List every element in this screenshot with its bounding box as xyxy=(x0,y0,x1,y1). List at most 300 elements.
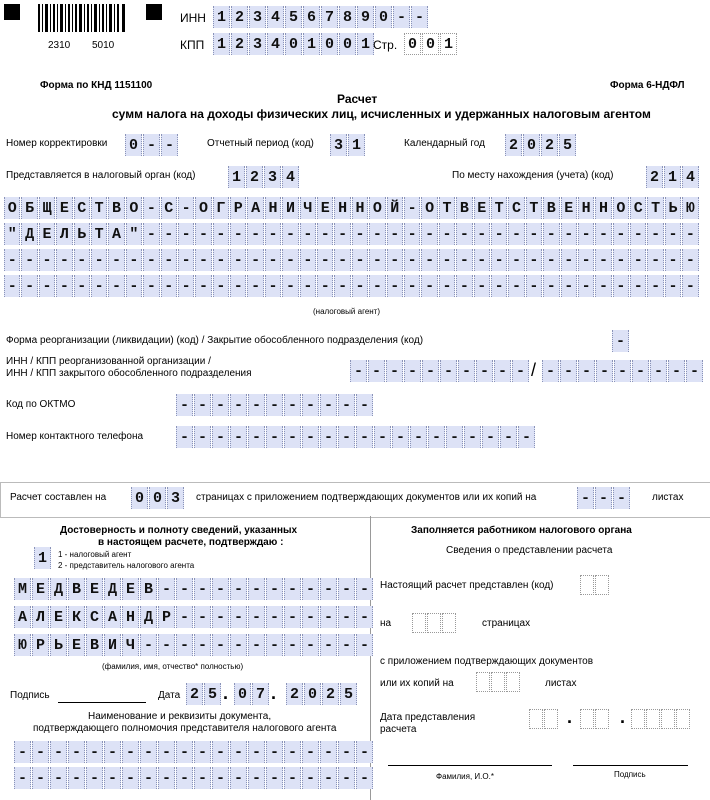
char-cell: - xyxy=(143,275,159,297)
confirm-title-1: Достоверность и полноту сведений, указанных xyxy=(60,525,298,536)
char-cell: - xyxy=(212,767,229,789)
slash: / xyxy=(531,360,537,380)
empty-cell xyxy=(427,613,441,633)
char-cell: - xyxy=(176,606,193,628)
calendar-year-field[interactable] xyxy=(505,134,577,156)
char-cell: - xyxy=(56,249,72,271)
doc-title-1: Наименование и реквизиты документа, xyxy=(88,711,272,722)
char-cell: - xyxy=(458,360,475,382)
char-cell: - xyxy=(668,360,685,382)
signer-name-row[interactable] xyxy=(14,606,374,628)
oktmo-field[interactable] xyxy=(176,394,374,416)
officer-name-line xyxy=(388,765,552,766)
char-cell: 5 xyxy=(285,6,302,28)
char-cell: - xyxy=(682,223,698,245)
char-cell: - xyxy=(178,249,194,271)
agent-name-row[interactable] xyxy=(4,197,700,219)
date-year-field[interactable] xyxy=(286,683,358,705)
char-cell: - xyxy=(284,606,301,628)
pages-label: страницах xyxy=(482,618,531,629)
char-cell: Е xyxy=(122,578,139,600)
char-cell: Ь xyxy=(665,197,681,219)
char-cell: - xyxy=(543,223,559,245)
char-cell: 0 xyxy=(125,134,142,156)
char-cell: - xyxy=(317,223,333,245)
char-cell: - xyxy=(176,741,193,763)
kpp-label: КПП xyxy=(180,38,205,52)
char-cell: - xyxy=(56,275,72,297)
char-cell: В xyxy=(86,634,103,656)
char-cell: Ь xyxy=(50,634,67,656)
char-cell: 7 xyxy=(252,683,269,705)
char-cell: - xyxy=(161,223,177,245)
char-cell: - xyxy=(230,275,246,297)
char-cell: - xyxy=(630,275,646,297)
agent-name-row[interactable] xyxy=(4,249,700,271)
page-number-field xyxy=(404,33,458,55)
char-cell: Т xyxy=(91,197,107,219)
char-cell: - xyxy=(50,767,67,789)
char-cell: - xyxy=(284,767,301,789)
char-cell: - xyxy=(356,578,373,600)
location-code-field[interactable] xyxy=(646,166,700,188)
char-cell: - xyxy=(410,426,427,448)
char-cell: 0 xyxy=(422,33,439,55)
char-cell: - xyxy=(356,394,373,416)
char-cell: - xyxy=(476,360,493,382)
form-name: Форма 6-НДФЛ xyxy=(610,80,685,91)
char-cell: - xyxy=(140,741,157,763)
char-cell: - xyxy=(650,360,667,382)
char-cell: - xyxy=(647,249,663,271)
char-cell: - xyxy=(464,426,481,448)
char-cell: - xyxy=(491,223,507,245)
char-cell: - xyxy=(387,275,403,297)
char-cell: - xyxy=(577,487,594,509)
char-cell: - xyxy=(338,767,355,789)
oktmo-label: Код по ОКТМО xyxy=(6,399,76,410)
reorg-inn-field[interactable] xyxy=(350,360,530,382)
char-cell: - xyxy=(613,275,629,297)
char-cell: С xyxy=(86,606,103,628)
char-cell: - xyxy=(682,249,698,271)
char-cell: - xyxy=(195,223,211,245)
char-cell: - xyxy=(387,249,403,271)
char-cell: 6 xyxy=(303,6,320,28)
signature-label: Подпись xyxy=(10,690,50,701)
char-cell: - xyxy=(578,223,594,245)
empty-cell xyxy=(476,672,490,692)
char-cell: - xyxy=(302,426,319,448)
authority-document-row[interactable] xyxy=(14,741,374,763)
char-cell: - xyxy=(282,275,298,297)
char-cell: - xyxy=(212,578,229,600)
sheets-label: листах xyxy=(545,678,577,689)
period-label: Отчетный период (код) xyxy=(207,138,314,149)
form-title: Расчет xyxy=(337,92,378,106)
char-cell: - xyxy=(248,606,265,628)
char-cell: - xyxy=(126,275,142,297)
submission-subtitle: Сведения о представлении расчета xyxy=(446,545,613,556)
char-cell: - xyxy=(613,223,629,245)
char-cell: - xyxy=(212,426,229,448)
date-day-field[interactable] xyxy=(186,683,222,705)
char-cell: - xyxy=(686,360,703,382)
date-month-field[interactable] xyxy=(234,683,270,705)
char-cell: Г xyxy=(213,197,229,219)
name-caption: (фамилия, имя, отчество* полностью) xyxy=(102,662,244,671)
char-cell: - xyxy=(266,634,283,656)
char-cell: - xyxy=(161,134,178,156)
char-cell: - xyxy=(122,767,139,789)
char-cell: - xyxy=(213,249,229,271)
char-cell: - xyxy=(158,634,175,656)
kpp-field[interactable] xyxy=(213,33,375,55)
char-cell: - xyxy=(302,634,319,656)
empty-cell xyxy=(412,613,426,633)
char-cell: - xyxy=(284,426,301,448)
char-cell: - xyxy=(356,634,373,656)
char-cell: Л xyxy=(56,223,72,245)
presented-sheets-field xyxy=(476,672,521,692)
char-cell: - xyxy=(578,360,595,382)
char-cell: - xyxy=(143,223,159,245)
char-cell: - xyxy=(338,394,355,416)
char-cell: 0 xyxy=(404,33,421,55)
char-cell: - xyxy=(338,741,355,763)
char-cell: - xyxy=(595,275,611,297)
char-cell: - xyxy=(247,249,263,271)
empty-cell xyxy=(580,709,594,729)
char-cell: - xyxy=(248,426,265,448)
char-cell: - xyxy=(632,360,649,382)
page-count-field[interactable] xyxy=(131,487,185,509)
char-cell: - xyxy=(491,249,507,271)
char-cell: - xyxy=(491,275,507,297)
char-cell: - xyxy=(39,249,55,271)
doc-title-2: подтверждающего полномочия представителя налогового агента xyxy=(33,723,337,734)
empty-cell xyxy=(646,709,660,729)
authority-document-row[interactable] xyxy=(14,767,374,789)
char-cell: - xyxy=(474,249,490,271)
char-cell: 2 xyxy=(286,683,303,705)
pages-label-after: листах xyxy=(652,492,684,503)
reorg-kpp-field[interactable] xyxy=(542,360,704,382)
char-cell: - xyxy=(352,275,368,297)
signer-name-row[interactable] xyxy=(14,578,374,600)
char-cell: - xyxy=(350,360,367,382)
char-cell: 1 xyxy=(303,33,320,55)
date-dot-1: . xyxy=(223,683,229,703)
char-cell: Е xyxy=(561,197,577,219)
char-cell: 2 xyxy=(231,6,248,28)
char-cell: - xyxy=(248,634,265,656)
signer-name-row[interactable] xyxy=(14,634,374,656)
char-cell: - xyxy=(247,275,263,297)
char-cell: - xyxy=(195,249,211,271)
corner-marker xyxy=(4,4,20,20)
char-cell: - xyxy=(143,197,159,219)
char-cell: 9 xyxy=(357,6,374,28)
char-cell: Н xyxy=(595,197,611,219)
char-cell: - xyxy=(284,634,301,656)
attached-sheets-field[interactable] xyxy=(577,487,631,509)
char-cell: Д xyxy=(50,578,67,600)
agent-caption: (налоговый агент) xyxy=(313,307,381,316)
presented-pages-field xyxy=(412,613,457,633)
char-cell: - xyxy=(578,275,594,297)
inn-label: ИНН xyxy=(180,11,206,25)
char-cell: 0 xyxy=(523,134,540,156)
reporting-period-field[interactable] xyxy=(330,134,366,156)
barcode-number-left: 2310 xyxy=(48,40,71,51)
char-cell: Д xyxy=(21,223,37,245)
char-cell: В xyxy=(456,197,472,219)
char-cell: - xyxy=(302,767,319,789)
char-cell: " xyxy=(4,223,20,245)
char-cell: - xyxy=(74,275,90,297)
char-cell: 2 xyxy=(646,166,663,188)
agent-name-row[interactable] xyxy=(4,275,700,297)
char-cell: Е xyxy=(32,578,49,600)
inn-field[interactable] xyxy=(213,6,429,28)
char-cell: - xyxy=(108,275,124,297)
signature-line[interactable] xyxy=(58,702,146,703)
agent-name-row[interactable] xyxy=(4,223,700,245)
option-1: 1 - налоговый агент xyxy=(58,550,132,559)
char-cell: В xyxy=(68,578,85,600)
char-cell: 1 xyxy=(213,6,230,28)
char-cell: Д xyxy=(140,606,157,628)
empty-cell xyxy=(544,709,558,729)
char-cell: - xyxy=(320,578,337,600)
char-cell: - xyxy=(178,197,194,219)
char-cell: 4 xyxy=(282,166,299,188)
char-cell: Л xyxy=(32,606,49,628)
char-cell: - xyxy=(230,249,246,271)
signer-type-field[interactable] xyxy=(34,547,52,569)
char-cell: М xyxy=(14,578,31,600)
char-cell: Р xyxy=(230,197,246,219)
char-cell: - xyxy=(266,578,283,600)
char-cell: - xyxy=(176,578,193,600)
char-cell: - xyxy=(50,741,67,763)
char-cell: - xyxy=(230,741,247,763)
char-cell: - xyxy=(526,249,542,271)
char-cell: - xyxy=(213,223,229,245)
char-cell: - xyxy=(456,275,472,297)
char-cell: - xyxy=(194,741,211,763)
attach-label-1: с приложением подтверждающих документов xyxy=(380,656,594,667)
empty-cell xyxy=(631,709,645,729)
char-cell: 3 xyxy=(330,134,347,156)
char-cell: - xyxy=(194,426,211,448)
char-cell: - xyxy=(194,767,211,789)
option-2: 2 - представитель налогового агента xyxy=(58,561,195,570)
char-cell: - xyxy=(338,606,355,628)
char-cell: - xyxy=(421,275,437,297)
char-cell: Д xyxy=(104,578,121,600)
char-cell: Т xyxy=(491,197,507,219)
char-cell: - xyxy=(194,606,211,628)
char-cell: Ю xyxy=(14,634,31,656)
presented-code-field xyxy=(580,575,610,595)
confirm-title-2: в настоящем расчете, подтверждаю : xyxy=(98,537,284,548)
phone-field[interactable] xyxy=(176,426,536,448)
char-cell: 1 xyxy=(34,547,51,569)
char-cell: 0 xyxy=(149,487,166,509)
char-cell: - xyxy=(265,275,281,297)
char-cell: - xyxy=(284,578,301,600)
pages-label-middle: страницах с приложением подтверждающих документов или их копий на xyxy=(196,492,537,503)
char-cell: О xyxy=(613,197,629,219)
char-cell: - xyxy=(595,223,611,245)
char-cell: - xyxy=(195,275,211,297)
char-cell: - xyxy=(194,578,211,600)
char-cell: - xyxy=(456,223,472,245)
char-cell: Й xyxy=(387,197,403,219)
char-cell: - xyxy=(334,275,350,297)
char-cell: - xyxy=(543,249,559,271)
char-cell: - xyxy=(596,360,613,382)
char-cell: - xyxy=(411,6,428,28)
tax-authority-code-field[interactable] xyxy=(228,166,300,188)
char-cell: 1 xyxy=(440,33,457,55)
reorg-inn-label-1: ИНН / КПП реорганизованной организации / xyxy=(6,356,211,367)
corner-marker xyxy=(146,4,162,20)
char-cell: - xyxy=(317,275,333,297)
char-cell: 3 xyxy=(167,487,184,509)
char-cell: - xyxy=(320,741,337,763)
char-cell: О xyxy=(195,197,211,219)
char-cell: Е xyxy=(317,197,333,219)
char-cell: - xyxy=(352,223,368,245)
char-cell: - xyxy=(32,767,49,789)
char-cell: - xyxy=(32,741,49,763)
char-cell: - xyxy=(526,275,542,297)
char-cell: Ч xyxy=(122,634,139,656)
char-cell: - xyxy=(356,767,373,789)
char-cell: 5 xyxy=(559,134,576,156)
char-cell: Т xyxy=(526,197,542,219)
char-cell: А xyxy=(108,223,124,245)
char-cell: - xyxy=(500,426,517,448)
char-cell: К xyxy=(68,606,85,628)
char-cell: " xyxy=(126,223,142,245)
char-cell: - xyxy=(104,741,121,763)
location-label: По месту нахождения (учета) (код) xyxy=(452,170,614,181)
char-cell: Е xyxy=(474,197,490,219)
char-cell: - xyxy=(422,360,439,382)
submission-day-field xyxy=(529,709,559,729)
char-cell: - xyxy=(474,223,490,245)
char-cell: А xyxy=(14,606,31,628)
correction-number-field[interactable] xyxy=(125,134,179,156)
char-cell: - xyxy=(439,223,455,245)
char-cell: - xyxy=(356,426,373,448)
char-cell: 2 xyxy=(505,134,522,156)
reorganization-code-field[interactable] xyxy=(612,330,630,352)
char-cell: О xyxy=(126,197,142,219)
char-cell: О xyxy=(421,197,437,219)
char-cell: 4 xyxy=(682,166,699,188)
officer-sign-caption: Подпись xyxy=(614,770,646,779)
char-cell: - xyxy=(630,223,646,245)
char-cell: - xyxy=(284,741,301,763)
char-cell: - xyxy=(428,426,445,448)
char-cell: 1 xyxy=(228,166,245,188)
char-cell: - xyxy=(386,360,403,382)
char-cell: И xyxy=(282,197,298,219)
char-cell: 0 xyxy=(234,683,251,705)
char-cell: - xyxy=(665,223,681,245)
char-cell: 4 xyxy=(267,33,284,55)
char-cell: Ь xyxy=(74,223,90,245)
char-cell: - xyxy=(369,223,385,245)
phone-label: Номер контактного телефона xyxy=(6,431,144,442)
char-cell: - xyxy=(302,606,319,628)
char-cell: - xyxy=(21,249,37,271)
char-cell: - xyxy=(284,394,301,416)
char-cell: - xyxy=(421,249,437,271)
char-cell: - xyxy=(526,223,542,245)
empty-cell xyxy=(595,709,609,729)
submission-date-dot-2: . xyxy=(620,707,626,727)
page-label: Стр. xyxy=(373,38,398,52)
char-cell: - xyxy=(404,223,420,245)
officer-sign-line xyxy=(573,765,688,766)
char-cell: - xyxy=(212,741,229,763)
char-cell: - xyxy=(158,741,175,763)
char-cell: - xyxy=(91,249,107,271)
tax-officer-title: Заполняется работником налогового органа xyxy=(411,525,632,536)
char-cell: - xyxy=(374,426,391,448)
char-cell: Т xyxy=(647,197,663,219)
char-cell: - xyxy=(158,578,175,600)
char-cell: - xyxy=(212,394,229,416)
char-cell: 0 xyxy=(304,683,321,705)
char-cell: - xyxy=(474,275,490,297)
char-cell: - xyxy=(213,275,229,297)
char-cell: Н xyxy=(578,197,594,219)
char-cell: Н xyxy=(352,197,368,219)
char-cell: С xyxy=(508,197,524,219)
char-cell: - xyxy=(647,275,663,297)
barcode-number-right: 5010 xyxy=(92,40,115,51)
char-cell: - xyxy=(543,275,559,297)
char-cell: - xyxy=(266,741,283,763)
char-cell: - xyxy=(404,360,421,382)
char-cell: Е xyxy=(68,634,85,656)
char-cell: - xyxy=(178,223,194,245)
empty-cell xyxy=(442,613,456,633)
char-cell: - xyxy=(440,360,457,382)
barcode xyxy=(38,4,126,38)
char-cell: - xyxy=(39,275,55,297)
char-cell: 0 xyxy=(285,33,302,55)
char-cell: - xyxy=(482,426,499,448)
char-cell: - xyxy=(91,275,107,297)
char-cell: - xyxy=(4,275,20,297)
char-cell: - xyxy=(68,767,85,789)
char-cell: 2 xyxy=(246,166,263,188)
char-cell: 5 xyxy=(340,683,357,705)
submission-month-field xyxy=(580,709,610,729)
char-cell: - xyxy=(4,249,20,271)
char-cell: - xyxy=(682,275,698,297)
on-label: на xyxy=(380,618,392,629)
char-cell: - xyxy=(665,275,681,297)
